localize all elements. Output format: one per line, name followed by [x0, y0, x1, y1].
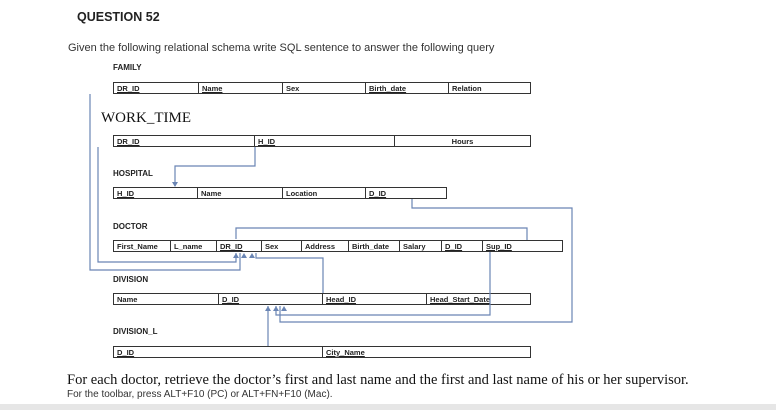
column-relation: Relation: [452, 84, 482, 93]
column-d-id: D_ID: [219, 294, 323, 304]
table-division: [113, 293, 531, 305]
fk-line-division-head: [256, 253, 323, 293]
arrowhead: [281, 306, 287, 311]
fk-line-doctor-supervisor: [236, 228, 527, 240]
arrowhead: [265, 306, 271, 311]
column-dr-id: DR_ID: [114, 136, 255, 146]
column-h-id: H_ID: [114, 188, 198, 198]
arrowhead: [233, 253, 239, 258]
query-text: For each doctor, retrieve the doctor’s first and last name and the first and last name of his or her supervisor.: [67, 372, 689, 388]
question-title: QUESTION 52: [77, 10, 160, 24]
column-location: Location: [283, 188, 366, 198]
table-doctor: [113, 240, 563, 252]
table-label-hospital: HOSPITAL: [113, 169, 153, 178]
column-address: Address: [302, 241, 349, 251]
column-head-start-date: Head_Start_Date: [430, 295, 491, 304]
column-birth-date: Birth_date: [366, 83, 449, 93]
table-label-division: DIVISION: [113, 275, 149, 284]
editor-toolbar-edge: [0, 404, 776, 410]
column-h-id: H_ID: [255, 136, 395, 146]
column-salary: Salary: [400, 241, 442, 251]
arrowhead: [241, 253, 247, 258]
column-d-id: D_ID: [114, 347, 323, 357]
toolbar-hint: For the toolbar, press ALT+F10 (PC) or ALT+FN+F10 (Mac).: [67, 389, 333, 400]
fk-line-worktime-hospital: [175, 147, 255, 186]
table-label-family: FAMILY: [113, 63, 142, 72]
table-hospital: [113, 187, 447, 199]
arrowhead: [273, 306, 279, 311]
column-sup-id: Sup_ID: [486, 242, 512, 251]
table-label-division-l: DIVISION_L: [113, 327, 158, 336]
column-sex: Sex: [283, 83, 366, 93]
fk-line-doctor-division: [276, 252, 490, 315]
column-l-name: L_name: [171, 241, 217, 251]
column-name: Name: [198, 188, 283, 198]
column-birth-date: Birth_date: [349, 241, 400, 251]
column-sex: Sex: [262, 241, 302, 251]
column-name: Name: [199, 83, 283, 93]
column-hours: Hours: [451, 137, 474, 146]
column-city-name: City_Name: [326, 348, 365, 357]
column-dr-id: DR_ID: [217, 241, 262, 251]
question-prompt: Given the following relational schema write SQL sentence to answer the following query: [68, 42, 495, 54]
table-label-doctor: DOCTOR: [113, 222, 148, 231]
column-head-id: Head_ID: [323, 294, 427, 304]
column-name: Name: [114, 294, 219, 304]
table-family: [113, 82, 531, 94]
column-d-id: D_ID: [369, 189, 387, 198]
arrowhead: [249, 253, 255, 258]
column-d-id: D_ID: [442, 241, 483, 251]
column-dr-id: DR_ID: [114, 83, 199, 93]
column-first-name: First_Name: [114, 241, 171, 251]
table-division-l: [113, 346, 531, 358]
table-label-work-time: WORK_TIME: [101, 110, 191, 126]
table-work-time: [113, 135, 531, 147]
